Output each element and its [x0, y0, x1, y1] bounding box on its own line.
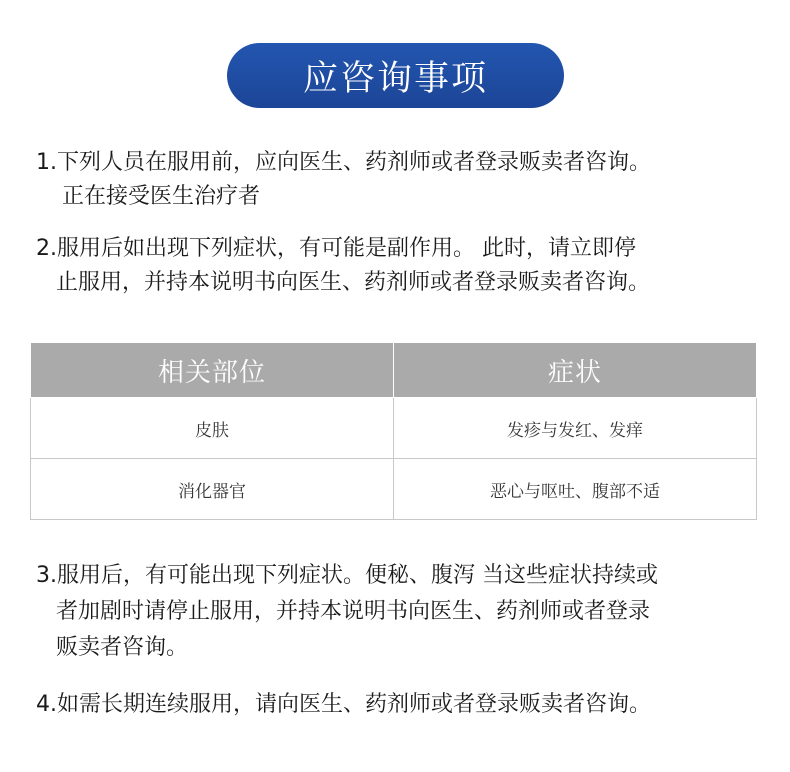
- notice-item-2: [36, 232, 766, 300]
- table-cell-symptom: 发疹与发红、发痒: [394, 398, 757, 459]
- table-cell-symptom: 恶心与呕吐、腹部不适: [394, 459, 757, 520]
- table-cell-body-part: 消化器官: [31, 459, 394, 520]
- notice-item-3-line-3: 贩卖者咨询。: [56, 635, 189, 660]
- symptom-table: [30, 342, 757, 520]
- notice-item-3-line-2: 者加剧时请停止服用，并持本说明书向医生、药剂师或者登录: [56, 599, 651, 624]
- table-header-symptom: 症状: [394, 343, 757, 398]
- notice-item-1-line-1: 1.下列人员在服用前，应向医生、药剂师或者登录贩卖者咨询。: [36, 150, 651, 175]
- notice-item-3-line-1: 3.服用后，有可能出现下列症状。便秘、腹泻 当这些症状持续或: [36, 563, 658, 588]
- notice-item-1: [36, 146, 766, 214]
- notice-item-3: [36, 558, 766, 666]
- notice-item-4: [36, 688, 766, 722]
- table-row: [31, 459, 757, 520]
- notice-item-1-line-2: 正在接受医生治疗者: [62, 184, 261, 209]
- table-row: [31, 398, 757, 459]
- section-title: [227, 43, 564, 108]
- table-header-body-part: 相关部位: [31, 343, 394, 398]
- table-cell-body-part: 皮肤: [31, 398, 394, 459]
- notice-item-4-line-1: 4.如需长期连续服用，请向医生、药剂师或者登录贩卖者咨询。: [36, 692, 651, 717]
- table-header-row: [31, 343, 757, 398]
- notice-item-2-line-2: 止服用，并持本说明书向医生、药剂师或者登录贩卖者咨询。: [56, 270, 651, 295]
- section-title-text: 应咨询事项: [302, 58, 488, 99]
- notice-item-2-line-1: 2.服用后如出现下列症状，有可能是副作用。 此时，请立即停: [36, 236, 636, 261]
